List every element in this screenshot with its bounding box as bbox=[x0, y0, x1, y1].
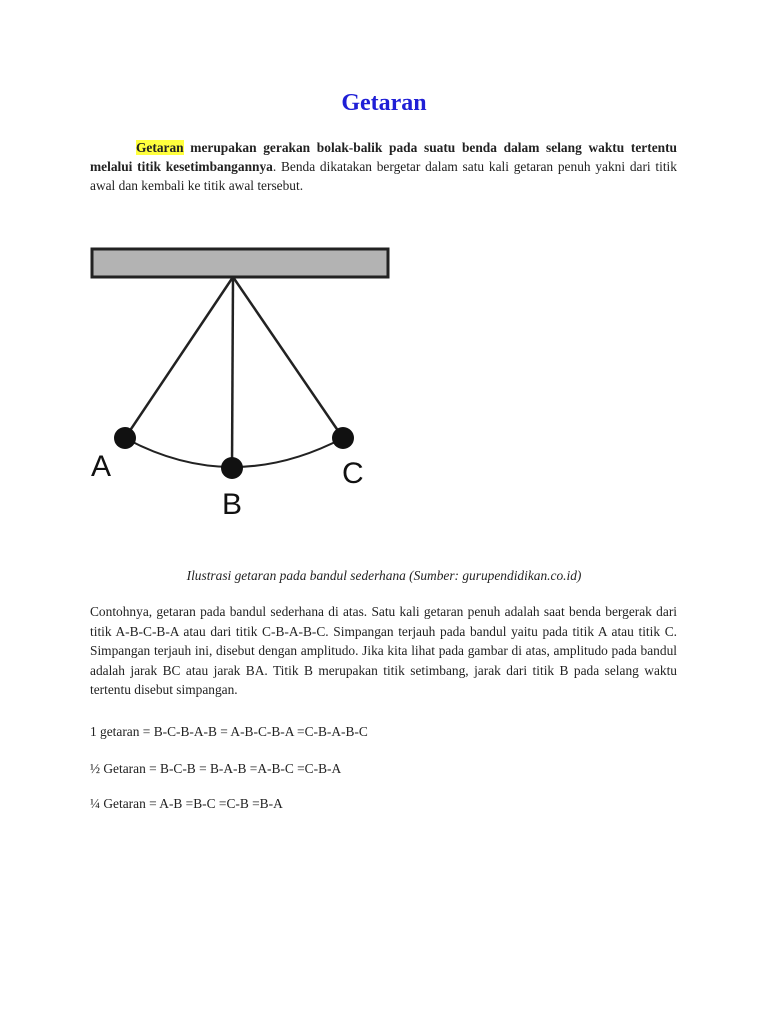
bob-a bbox=[114, 427, 136, 449]
label-b: B bbox=[222, 488, 243, 516]
definition-normal-text: . Benda dikatakan bergetar dalam satu kali getaran penuh yakni dari titik awal dan kembali ke titik awal tersebut. bbox=[90, 159, 677, 193]
equation-quarter-vibration: ¼ Getaran = A-B =B-C =C-B =B-A bbox=[90, 796, 283, 811]
label-c: C bbox=[342, 457, 364, 490]
definition-bold-text: merupakan gerakan bolak-balik pada suatu benda dalam selang waktu tertentu melalui titik kesetimbangannya bbox=[90, 140, 677, 174]
body-paragraph: Contohnya, getaran pada bandul sederhana di atas. Satu kali getaran penuh adalah saat benda bergerak dari titik A-B-C-B-A atau dari titik C-B-A-B-C. Simpangan terjauh pada bandul yaitu pada titik A atau titik C. Simpangan terjauh ini, disebut dengan amplitudo. Jika kita lihat pada gambar di atas, amplitudo pada bandul adalah jarak BC atau jarak BA. Titik B merupakan titik setimbang, jarak dari titik B pada selang waktu tertentu disebut simpangan. bbox=[90, 604, 677, 698]
page-title: Getaran bbox=[341, 90, 427, 116]
figure-caption: Ilustrasi getaran pada bandul sederhana (Sumber: gurupendidikan.co.id) bbox=[186, 568, 582, 583]
highlighted-term: Getaran bbox=[136, 140, 184, 155]
equation-full-vibration: 1 getaran = B-C-B-A-B = A-B-C-B-A =C-B-A-B-C bbox=[90, 724, 368, 739]
intro-paragraph bbox=[90, 138, 677, 195]
ceiling-bar bbox=[92, 249, 388, 277]
bob-c bbox=[332, 427, 354, 449]
equation-half-vibration: ½ Getaran = B-C-B = B-A-B =A-B-C =C-B-A bbox=[90, 761, 342, 776]
label-a: A bbox=[91, 450, 112, 483]
string-b bbox=[232, 277, 233, 468]
pendulum-figure bbox=[90, 246, 390, 516]
bob-b bbox=[221, 457, 243, 479]
